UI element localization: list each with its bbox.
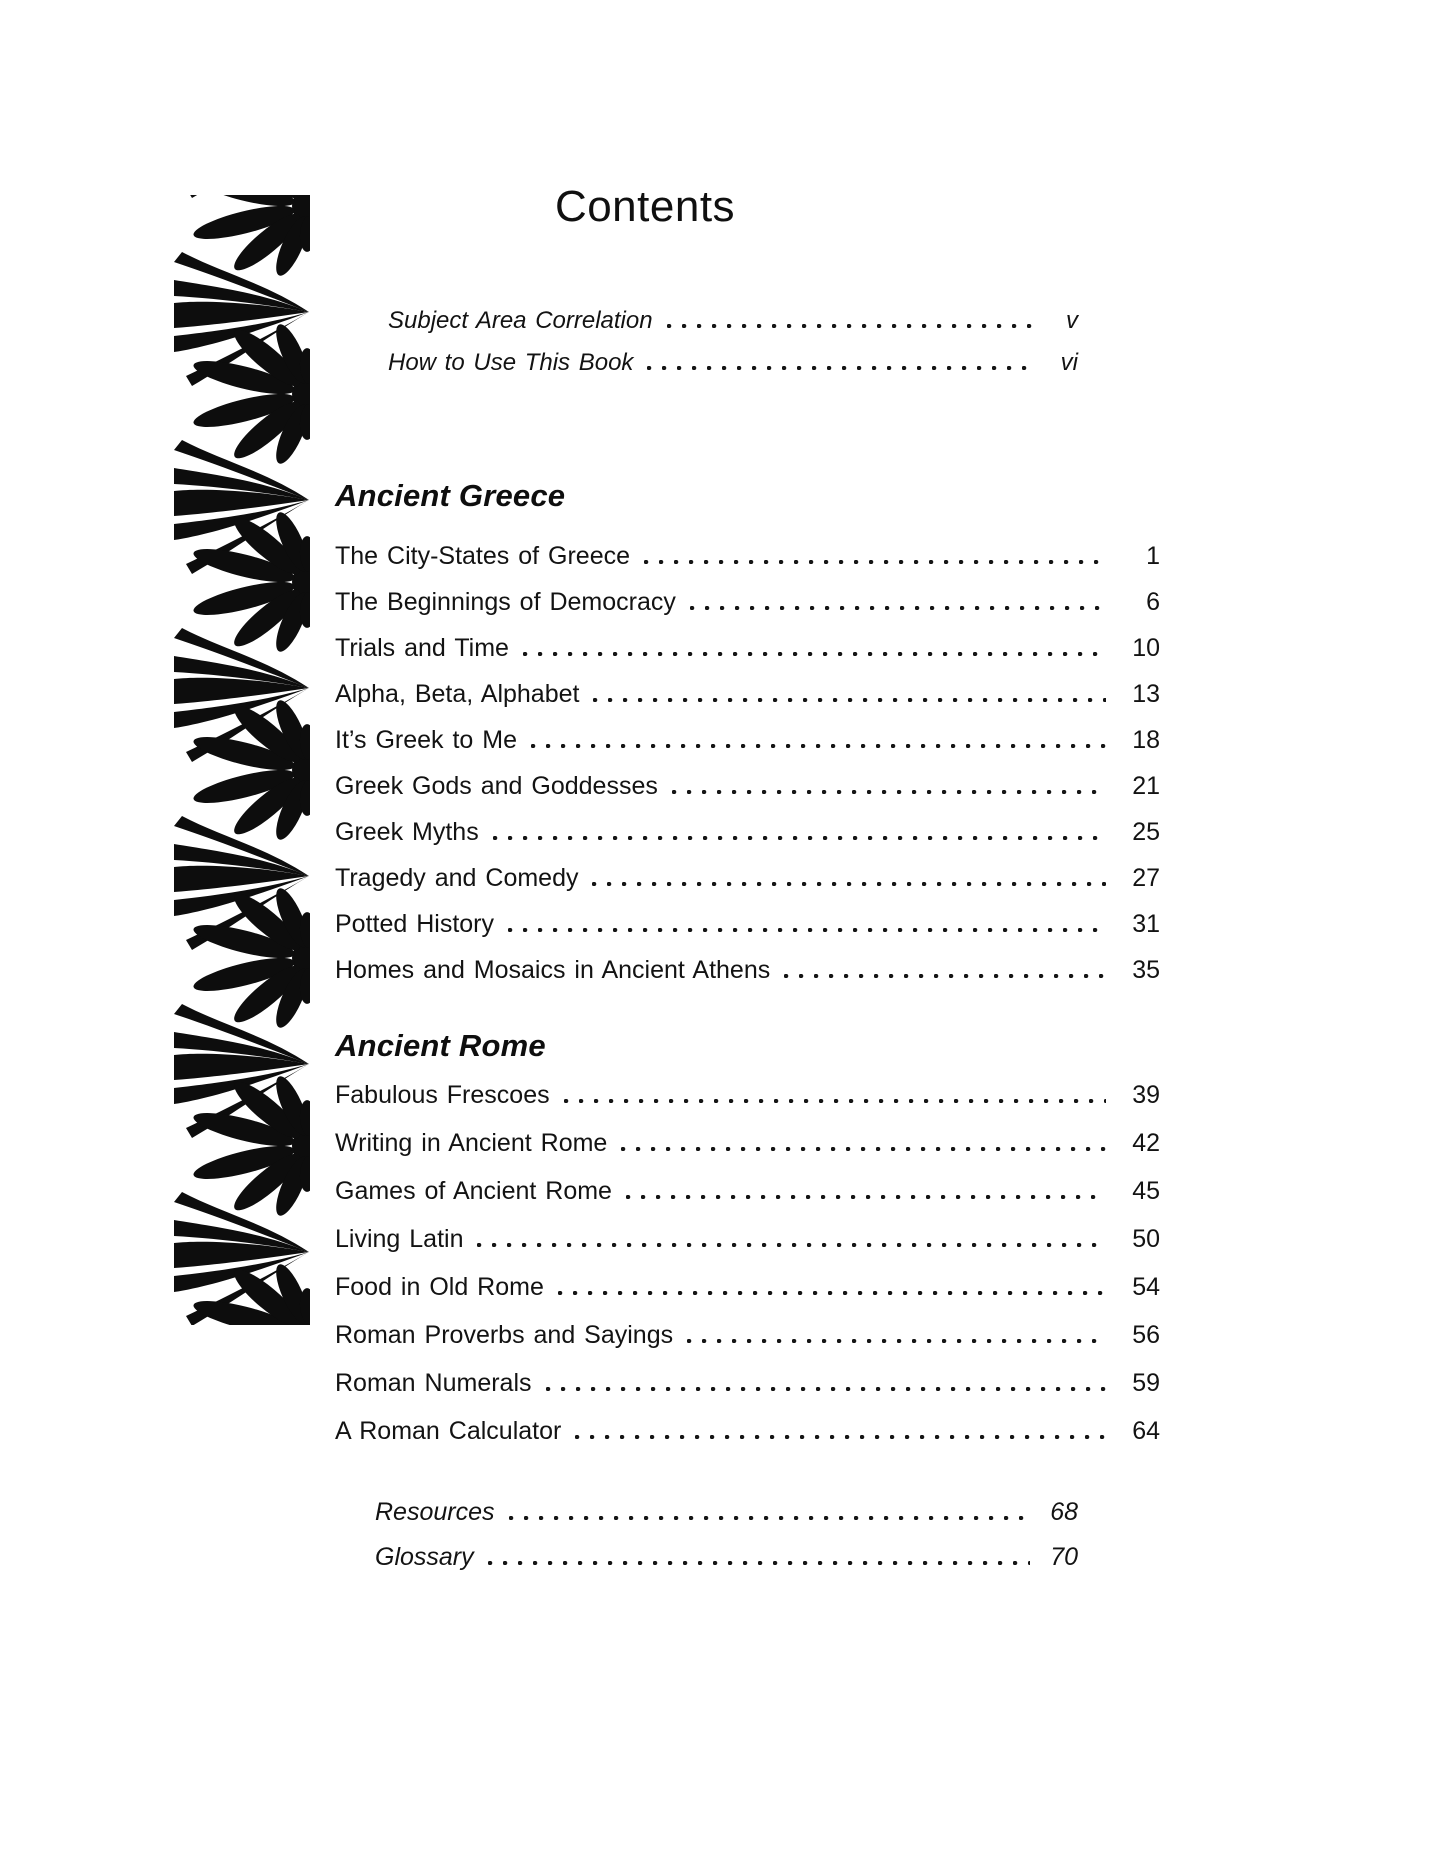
toc-entry-title: Living Latin bbox=[335, 1225, 464, 1253]
toc-page-number: 59 bbox=[1132, 1369, 1160, 1397]
toc-row bbox=[335, 1129, 1160, 1177]
dot-leader bbox=[592, 882, 1106, 886]
toc-page-number: 42 bbox=[1132, 1129, 1160, 1157]
back-matter-list bbox=[375, 1498, 1078, 1588]
toc-row bbox=[335, 772, 1160, 818]
toc-entry-title: Roman Numerals bbox=[335, 1369, 532, 1397]
toc-entry-title: Greek Gods and Goddesses bbox=[335, 772, 658, 800]
toc-page-number: v bbox=[1066, 307, 1078, 334]
toc-page-number: 45 bbox=[1132, 1177, 1160, 1205]
toc-entry-title: It’s Greek to Me bbox=[335, 726, 517, 754]
toc-row bbox=[335, 1081, 1160, 1129]
toc-page-number: 10 bbox=[1132, 634, 1160, 662]
toc-page-number: vi bbox=[1060, 349, 1078, 376]
toc-row bbox=[375, 1498, 1078, 1543]
toc-entry-title: Potted History bbox=[335, 910, 495, 938]
toc-entry-title: Tragedy and Comedy bbox=[335, 864, 579, 892]
toc-page-number: 1 bbox=[1146, 542, 1160, 570]
dot-leader bbox=[575, 1435, 1106, 1439]
toc-row bbox=[335, 1177, 1160, 1225]
dot-leader bbox=[784, 974, 1106, 978]
toc-page-number: 35 bbox=[1132, 956, 1160, 984]
toc-entry-title: Glossary bbox=[375, 1543, 474, 1571]
toc-page-number: 27 bbox=[1132, 864, 1160, 892]
toc-row bbox=[335, 588, 1160, 634]
section-entries bbox=[335, 1081, 1160, 1465]
toc-entry-title: How to Use This Book bbox=[388, 349, 634, 376]
toc-page-number: 64 bbox=[1132, 1417, 1160, 1445]
section-heading: Ancient Rome bbox=[335, 1028, 546, 1063]
toc-entry-title: Greek Myths bbox=[335, 818, 479, 846]
toc-entry-title: The Beginnings of Democracy bbox=[335, 588, 676, 616]
greek-palmette-border-decoration bbox=[172, 195, 310, 1325]
dot-leader bbox=[477, 1243, 1106, 1247]
section-heading: Ancient Greece bbox=[335, 478, 566, 513]
toc-row bbox=[335, 910, 1160, 956]
toc-entry-title: Fabulous Frescoes bbox=[335, 1081, 550, 1109]
dot-leader bbox=[523, 652, 1106, 656]
toc-row bbox=[335, 956, 1160, 1002]
palmette-border-icon bbox=[172, 195, 310, 1325]
toc-entry-title: Alpha, Beta, Alphabet bbox=[335, 680, 580, 708]
toc-page-number: 70 bbox=[1050, 1543, 1078, 1571]
toc-row bbox=[335, 1321, 1160, 1369]
toc-page-number: 25 bbox=[1132, 818, 1160, 846]
dot-leader bbox=[626, 1195, 1106, 1199]
dot-leader bbox=[488, 1561, 1030, 1565]
section-entries bbox=[335, 542, 1160, 1002]
toc-row bbox=[335, 1225, 1160, 1273]
page-title: Contents bbox=[554, 182, 736, 231]
toc-entry-title: Food in Old Rome bbox=[335, 1273, 544, 1301]
toc-page-number: 54 bbox=[1132, 1273, 1160, 1301]
toc-entry-title: Resources bbox=[375, 1498, 495, 1526]
toc-row bbox=[388, 307, 1078, 349]
toc-row bbox=[375, 1543, 1078, 1588]
toc-row bbox=[335, 542, 1160, 588]
dot-leader bbox=[644, 560, 1106, 564]
toc-row bbox=[335, 634, 1160, 680]
toc-page-number: 13 bbox=[1132, 680, 1160, 708]
toc-entry-title: Roman Proverbs and Sayings bbox=[335, 1321, 674, 1349]
dot-leader bbox=[531, 744, 1106, 748]
toc-section bbox=[335, 478, 1160, 1002]
dot-leader bbox=[621, 1147, 1106, 1151]
toc-page-number: 39 bbox=[1132, 1081, 1160, 1109]
toc-page-number: 56 bbox=[1132, 1321, 1160, 1349]
toc-page-number: 31 bbox=[1132, 910, 1160, 938]
toc-row bbox=[335, 1273, 1160, 1321]
front-matter-list bbox=[388, 307, 1078, 391]
toc-entry-title: Subject Area Correlation bbox=[388, 307, 653, 334]
toc-entry-title: A Roman Calculator bbox=[335, 1417, 562, 1445]
toc-row bbox=[335, 864, 1160, 910]
toc-entry-title: Trials and Time bbox=[335, 634, 509, 662]
toc-page-number: 50 bbox=[1132, 1225, 1160, 1253]
dot-leader bbox=[690, 606, 1106, 610]
toc-row bbox=[335, 818, 1160, 864]
dot-leader bbox=[546, 1387, 1106, 1391]
dot-leader bbox=[687, 1339, 1106, 1343]
toc-page-number: 21 bbox=[1132, 772, 1160, 800]
dot-leader bbox=[509, 1516, 1031, 1520]
toc-entry-title: The City-States of Greece bbox=[335, 542, 631, 570]
toc-entry-title: Homes and Mosaics in Ancient Athens bbox=[335, 956, 771, 984]
dot-leader bbox=[564, 1099, 1106, 1103]
toc-page-number: 18 bbox=[1132, 726, 1160, 754]
toc-entry-title: Writing in Ancient Rome bbox=[335, 1129, 608, 1157]
dot-leader bbox=[647, 366, 1036, 370]
toc-row bbox=[335, 726, 1160, 772]
dot-leader bbox=[593, 698, 1106, 702]
toc-entry-title: Games of Ancient Rome bbox=[335, 1177, 612, 1205]
toc-page-number: 68 bbox=[1050, 1498, 1078, 1526]
toc-row bbox=[335, 1417, 1160, 1465]
dot-leader bbox=[672, 790, 1106, 794]
dot-leader bbox=[558, 1291, 1106, 1295]
toc-row bbox=[388, 349, 1078, 391]
toc-section bbox=[335, 1028, 1160, 1465]
dot-leader bbox=[667, 324, 1036, 328]
toc-page-number: 6 bbox=[1146, 588, 1160, 616]
dot-leader bbox=[493, 836, 1106, 840]
dot-leader bbox=[508, 928, 1106, 932]
toc-row bbox=[335, 1369, 1160, 1417]
toc-row bbox=[335, 680, 1160, 726]
